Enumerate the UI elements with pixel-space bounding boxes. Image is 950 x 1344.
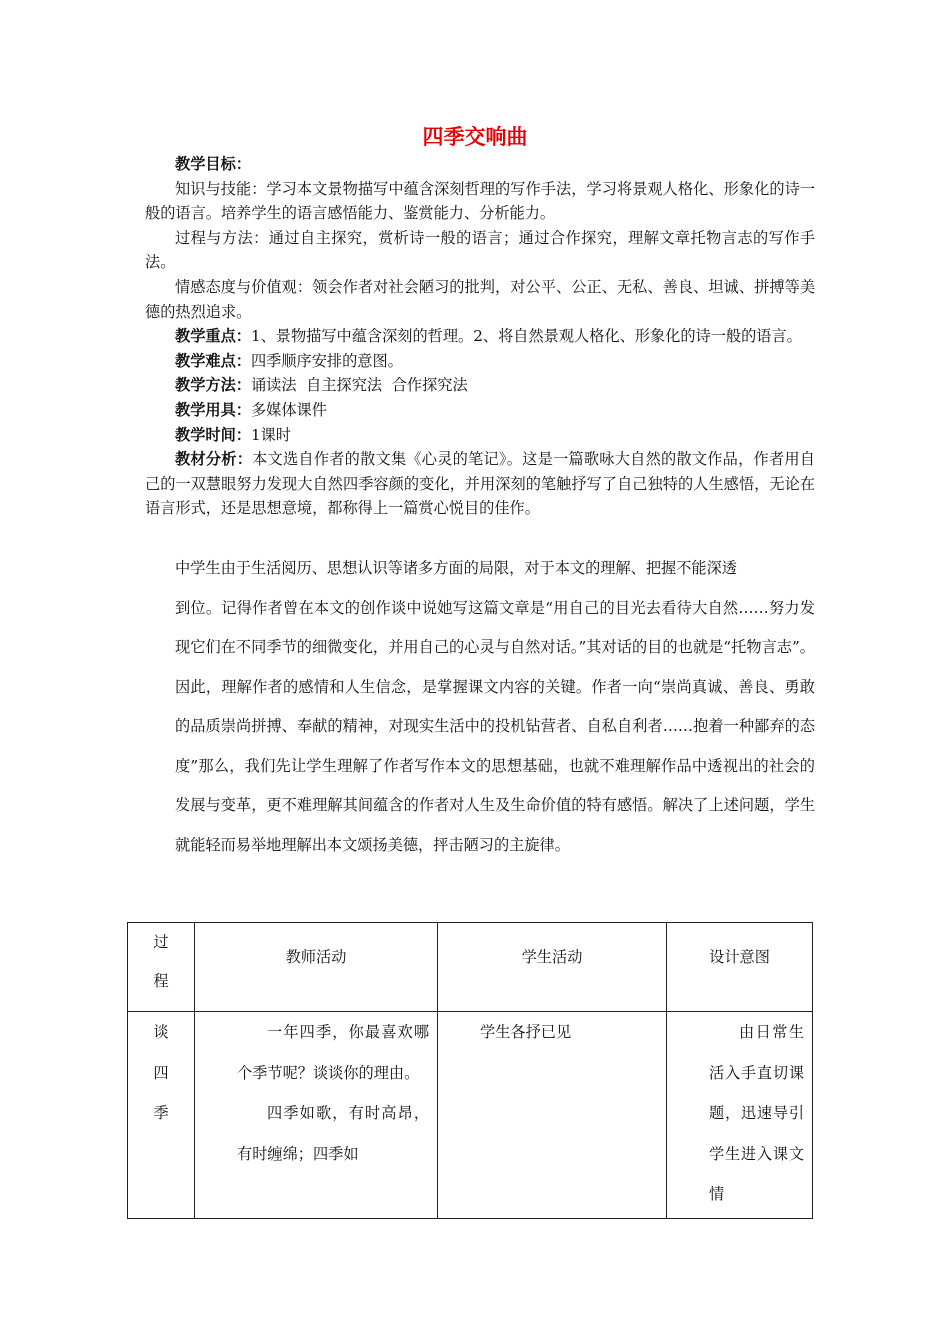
key-points-label: 教学重点： xyxy=(175,327,251,346)
objectives-heading: 教学目标： xyxy=(175,155,251,173)
difficulty xyxy=(145,349,815,374)
material-text: 本文选自作者的散文集《心灵的笔记》。这是一篇歌咏大自然的散文作品，作者用自己的一双慧眼努力发现大自然四季容颜的变化，并用深刻的笔触抒写了自己独特的人生感悟，无论在语言形式，还是思想意境，都称得上一篇赏心悦目的佳作。 xyxy=(145,450,815,518)
header-design-intent: 设计意图 xyxy=(667,923,813,1012)
objective-emotion: 情感态度与价值观：领会作者对社会陋习的批判，对公平、公正、无私、善良、坦诚、拼搏等美德的热烈追求。 xyxy=(145,277,815,321)
difficulty-text: 四季顺序安排的意图。 xyxy=(250,351,403,370)
difficulty-label: 教学难点： xyxy=(175,351,251,370)
time xyxy=(145,423,815,448)
key-points-text: 1、景物描写中蕴含深刻的哲理。2、将自然景观人格化、形象化的诗一般的语言。 xyxy=(250,327,802,346)
method-label: 教学方法： xyxy=(175,376,251,395)
table-header-row xyxy=(128,923,813,1012)
objective-knowledge: 知识与技能：学习本文景物描写中蕴含深刻哲理的写作手法，学习将景观人格化、形象化的诗一般的语言。培养学生的语言感悟能力、鉴赏能力、分析能力。 xyxy=(145,179,815,223)
header-process: 过 程 xyxy=(128,923,195,1012)
key-points xyxy=(145,324,815,349)
analysis-first-line: 中学生由于生活阅历、思想认识等诸多方面的局限，对于本文的理解、把握不能深透 xyxy=(175,559,737,577)
student-activity-cell: 学生各抒已见 xyxy=(438,1012,667,1219)
table-row xyxy=(128,1012,813,1219)
lesson-plan-intro xyxy=(145,152,815,521)
objective-process: 过程与方法：通过自主探究，赏析诗一般的语言；通过合作探究，理解文章托物言志的写作手法。 xyxy=(145,228,815,272)
design-intent-cell: 由日常生活入手直切课题，迅速导引学生进入课文情 xyxy=(667,1012,813,1219)
document-title: 四季交响曲 xyxy=(422,124,528,149)
header-student-activity: 学生活动 xyxy=(438,923,667,1012)
analysis-body: 到位。记得作者曾在本文的创作谈中说她写这篇文章是“用自己的目光去看待大自然……努力发现它们在不同季节的细微变化，并用自己的心灵与自然对话。”其对话的目的也就是“托物言志”。因此，理解作者的感情和人生信念，是掌握课文内容的关键。作者一向“崇尚真诚、善良、勇敢的品质崇尚拼搏、奉献的精神，对现实生活中的投机钻营者、自私自利者……抱着一种鄙弃的态度”那么，我们先让学生理解了作者写作本文的思想基础，也就不难理解作品中透视出的社会的发展与变革，更不难理解其间蕴含的作者对人生及生命价值的特有感悟。解决了上述问题，学生就能轻而易举地理解出本文颂扬美德，抨击陋习的主旋律。 xyxy=(175,598,815,854)
teaching-process-table xyxy=(127,922,813,1219)
time-text: 1课时 xyxy=(250,425,291,444)
tools-text: 多媒体课件 xyxy=(250,400,327,419)
tools xyxy=(145,398,815,423)
student-analysis xyxy=(145,549,815,865)
tools-label: 教学用具： xyxy=(175,400,251,419)
method xyxy=(145,373,815,398)
material-analysis xyxy=(145,447,815,521)
teacher-activity-cell: 一年四季，你最喜欢哪个季节呢？谈谈你的理由。 四季如歌，有时高昂，有时缠绵；四季如 xyxy=(195,1012,438,1219)
material-label: 教材分析： xyxy=(175,450,253,469)
time-label: 教学时间： xyxy=(175,425,251,444)
header-teacher-activity: 教师活动 xyxy=(195,923,438,1012)
process-cell: 谈 四 季 xyxy=(128,1012,195,1219)
method-text: 诵读法 自主探究法 合作探究法 xyxy=(250,376,468,395)
